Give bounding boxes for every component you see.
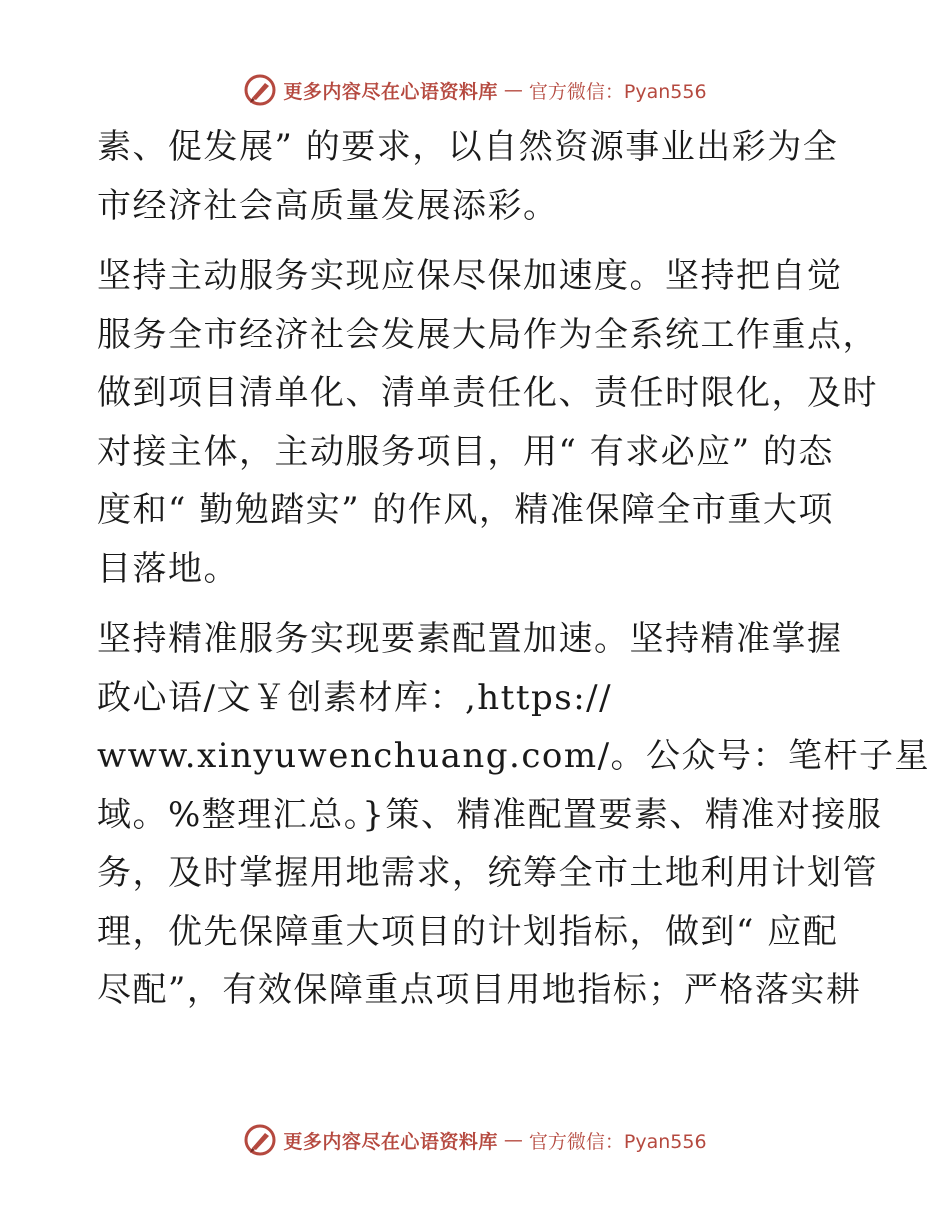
banner-separator: — [503,79,523,101]
document-body [97,118,931,1020]
banner-main-text: 更多内容尽在心语资料库 [283,80,498,103]
text-line: 市经济社会高质量发展添彩。 [97,185,559,226]
banner-content [243,73,706,107]
header-banner [0,70,950,110]
pen-logo-icon [243,73,277,107]
text-line: www.xinyuwenchuang.com/。公众号：笔杆子星 [97,736,931,776]
text-line: 做到项目清单化、清单责任化、责任时限化，及时 [97,373,878,413]
paragraph-3 [97,610,931,1020]
banner-wechat-text: 官方微信：Pyan556 [528,1130,707,1153]
text-line: 理，优先保障重大项目的计划指标，做到“ 应配 [97,911,839,952]
text-line: 服务全市经济社会发展大局作为全系统工作重点， [97,314,878,355]
banner-separator: — [503,1129,523,1151]
text-line: 务，及时掌握用地需求，统筹全市土地利用计划管 [97,853,878,893]
paragraph-2 [97,247,878,598]
text-line: 度和“ 勤勉踏实” 的作风，精准保障全市重大项 [97,490,834,530]
banner-content [243,1123,706,1157]
banner-main-text: 更多内容尽在心语资料库 [283,1130,498,1153]
text-line: 对接主体，主动服务项目，用“ 有求必应” 的态 [97,431,834,472]
banner-wechat-text: 官方微信：Pyan556 [528,80,707,103]
text-line: 目落地。 [97,548,239,589]
text-line: 政心语/文￥创素材库：,https:// [97,677,613,718]
footer-banner [0,1120,950,1160]
text-line: 坚持主动服务实现应保尽保加速度。坚持把自觉 [97,256,843,296]
paragraph-1 [97,118,857,235]
text-line: 坚持精准服务实现要素配置加速。坚持精准掌握 [97,619,843,659]
text-line: 尽配”，有效保障重点项目用地指标；严格落实耕 [97,970,862,1010]
text-line: 域。%整理汇总。}策、精准配置要素、精准对接服 [97,794,883,835]
pen-logo-icon [243,1123,277,1157]
text-line: 素、促发展” 的要求，以自然资源事业出彩为全 [97,127,839,167]
